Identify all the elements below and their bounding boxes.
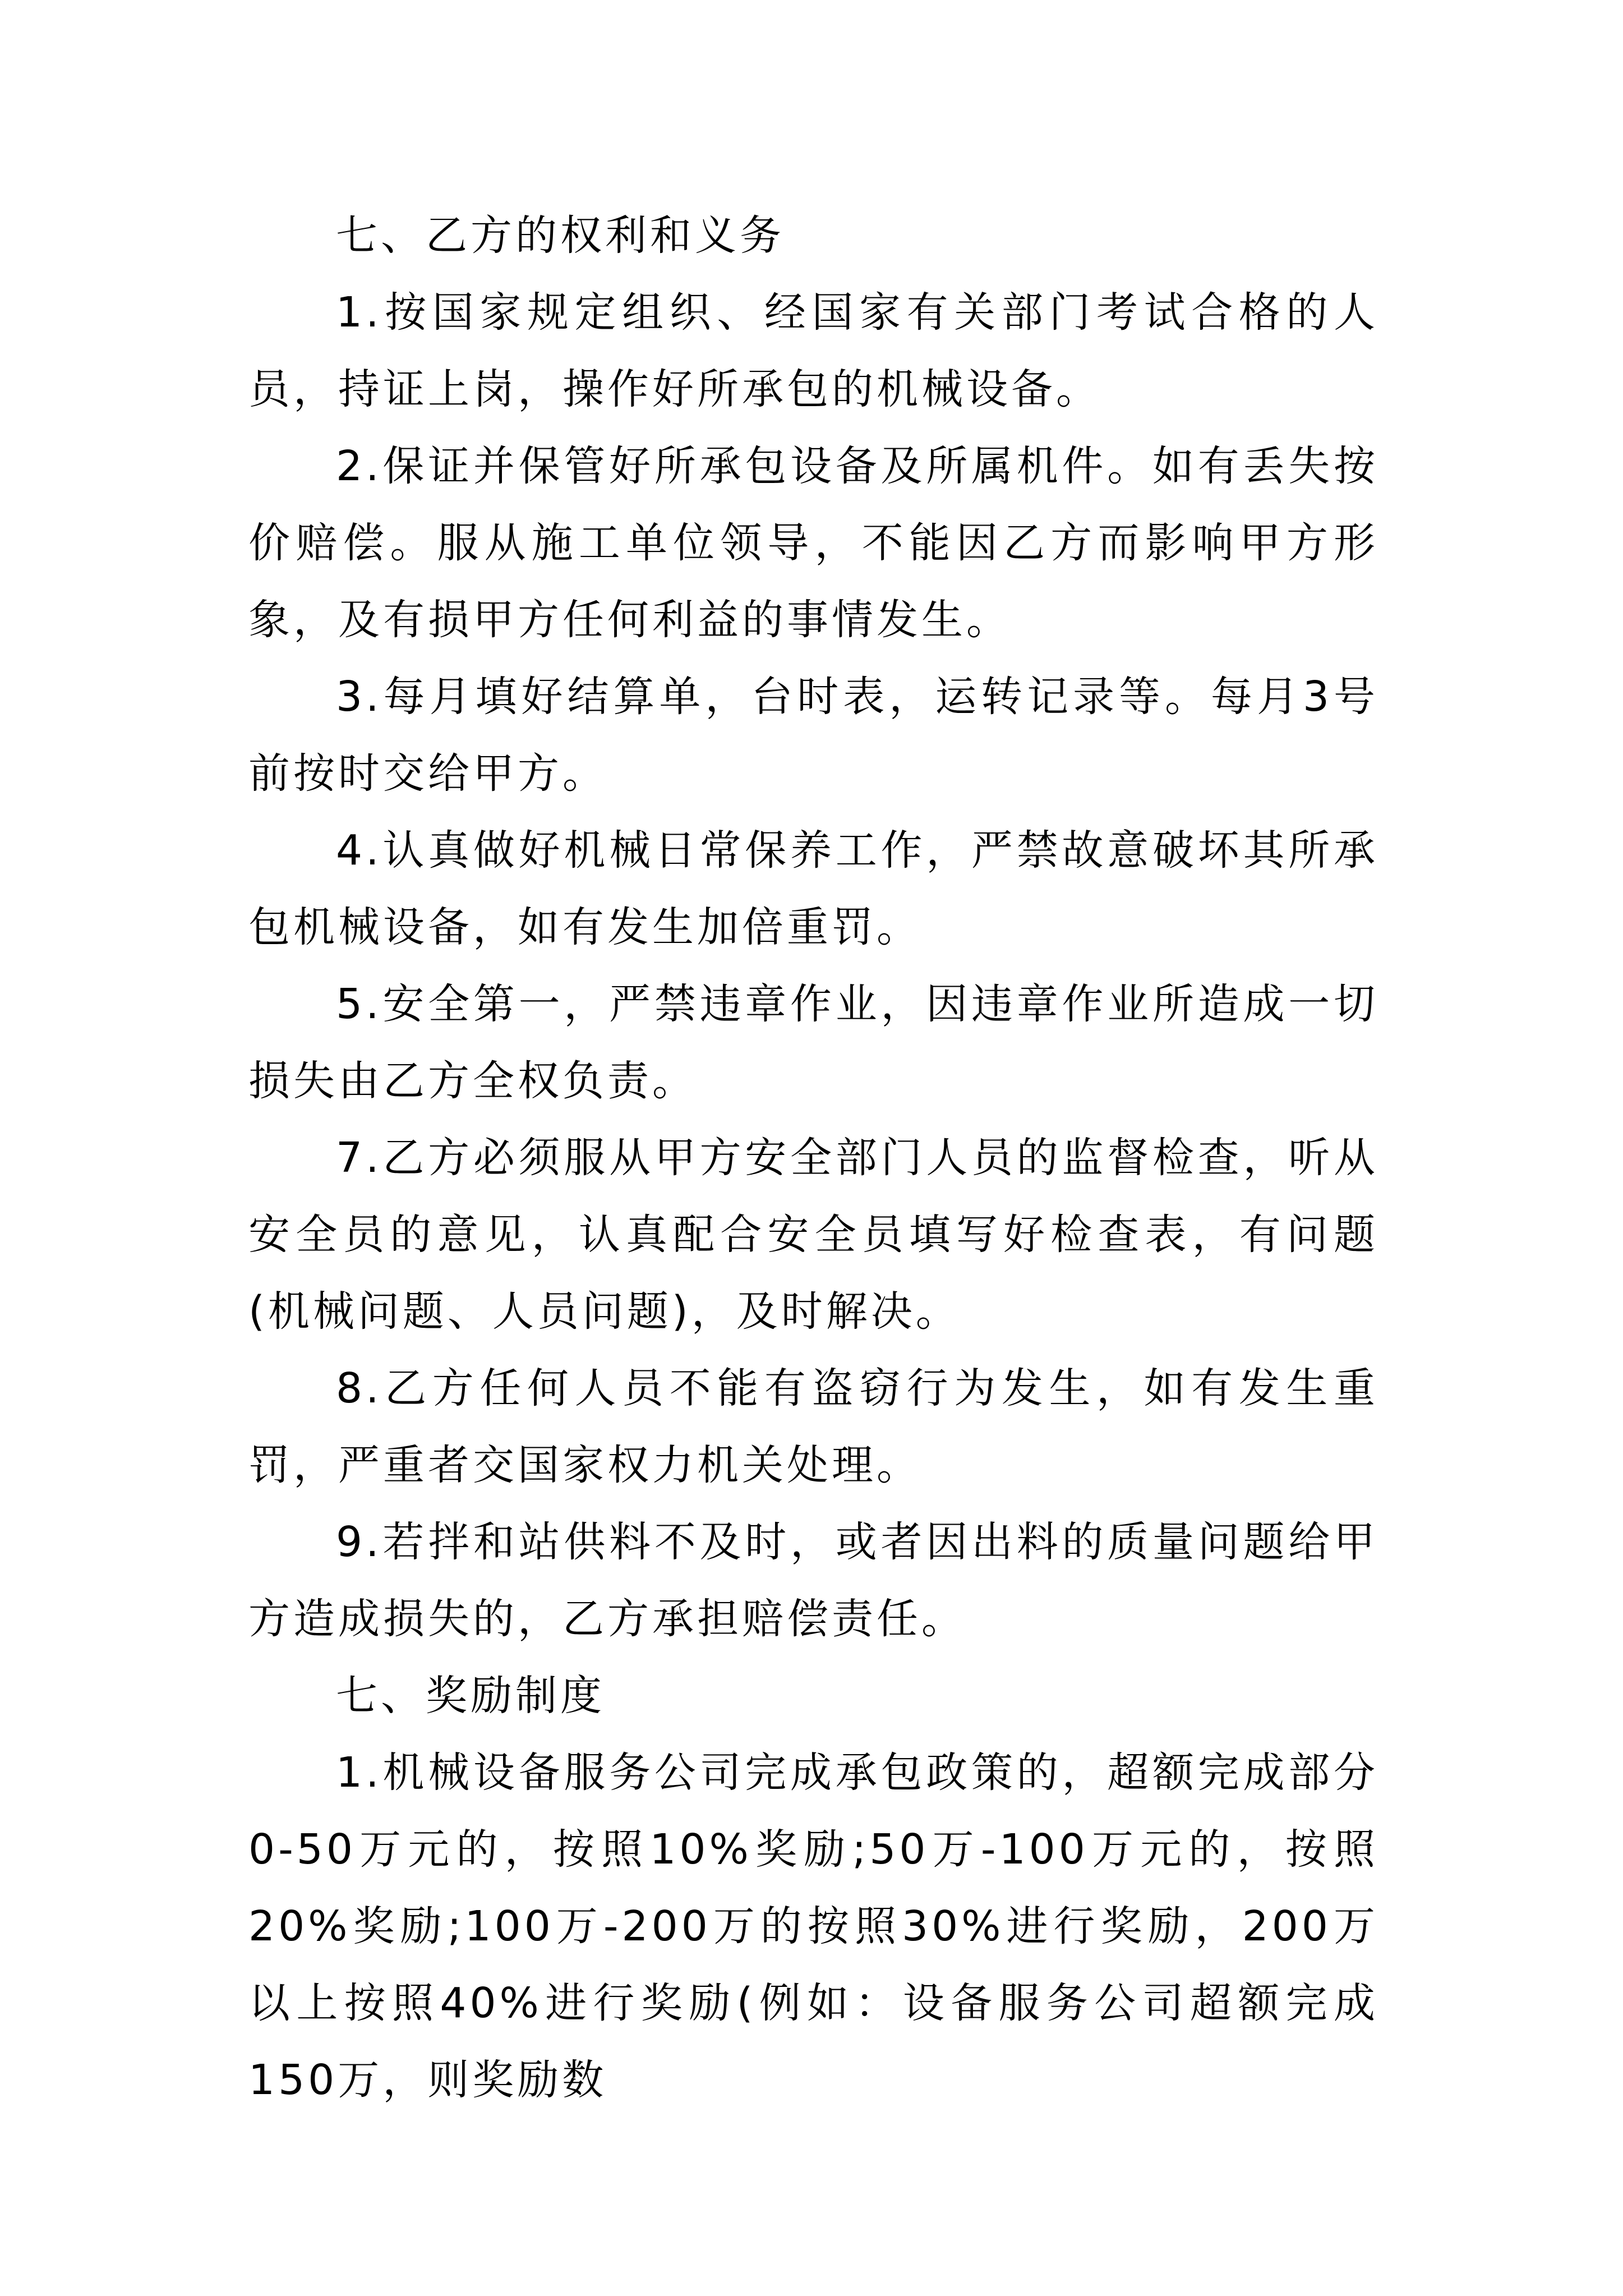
clause-5-safety-first: 5.安全第一，严禁违章作业，因违章作业所造成一切损失由乙方全权负责。 — [248, 980, 1378, 1105]
reward-clause-1: 1.机械设备服务公司完成承包政策的，超额完成部分0-50万元的，按照10%奖励;50万-100万元的，按照20%奖励;100万-200万的按照30%进行奖励，200万以上按照40%进行奖励(例如：设备服务公司超额完成150万，则奖励数 — [248, 1749, 1378, 2104]
clause-9-supply-liability: 9.若拌和站供料不及时，或者因出料的质量问题给甲方造成损失的，乙方承担赔偿责任。 — [248, 1518, 1378, 1643]
clause-4-maintenance: 4.认真做好机械日常保养工作，严禁故意破坏其所承包机械设备，如有发生加倍重罚。 — [248, 826, 1378, 951]
clause-1-certified-operators: 1.按国家规定组织、经国家有关部门考试合格的人员，持证上岗，操作好所承包的机械设备。 — [248, 288, 1378, 413]
document-body — [248, 197, 1378, 2119]
clause-3-monthly-records: 3.每月填好结算单，台时表，运转记录等。每月3号前按时交给甲方。 — [248, 673, 1378, 798]
section-heading-reward-system: 七、奖励制度 — [336, 1672, 605, 1720]
section-heading-party-b-rights: 七、乙方的权利和义务 — [336, 211, 785, 260]
clause-2-equipment-custody: 2.保证并保管好所承包设备及所属机件。如有丢失按价赔偿。服从施工单位领导，不能因乙方而影响甲方形象，及有损甲方任何利益的事情发生。 — [248, 442, 1378, 644]
clause-7-safety-inspection: 7.乙方必须服从甲方安全部门人员的监督检查，听从安全员的意见，认真配合安全员填写好检查表，有问题(机械问题、人员问题)，及时解决。 — [248, 1134, 1378, 1336]
clause-8-no-theft: 8.乙方任何人员不能有盗窃行为发生，如有发生重罚，严重者交国家权力机关处理。 — [248, 1364, 1378, 1489]
